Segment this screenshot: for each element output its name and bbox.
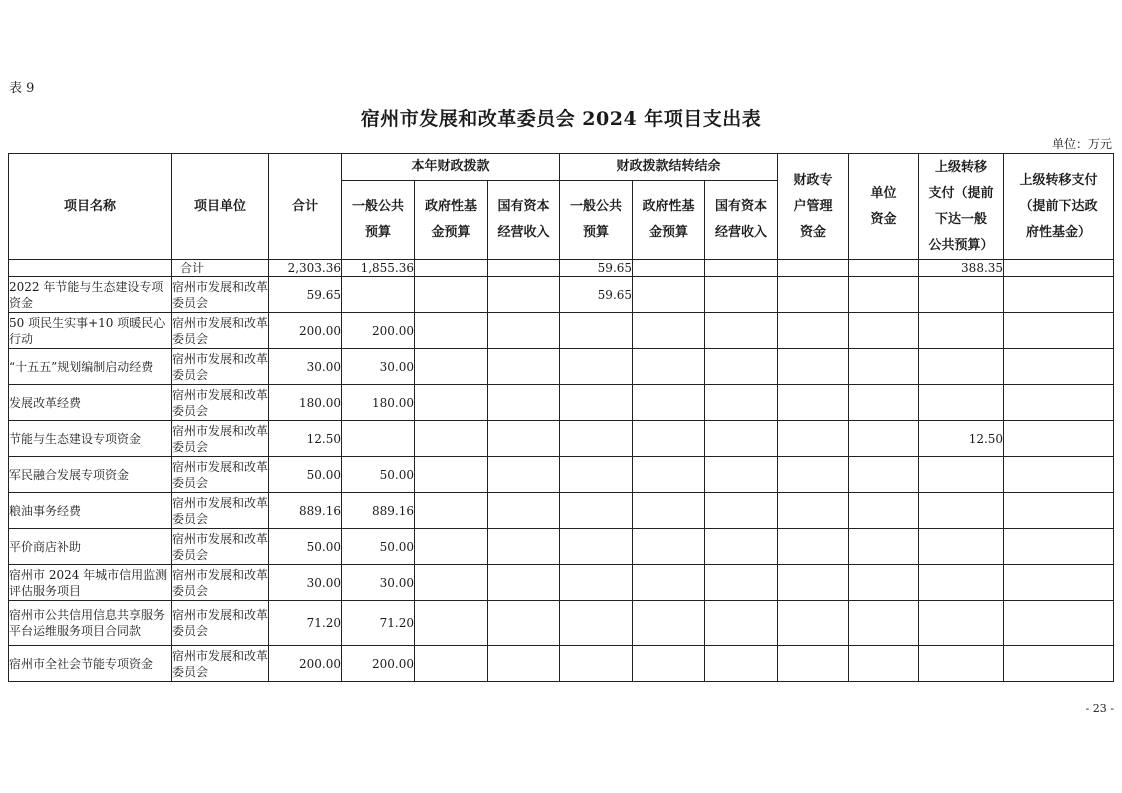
- current-gov-fund-cell: [415, 349, 488, 385]
- current-state-capital-cell: [488, 385, 560, 421]
- total-cell: 50.00: [269, 529, 342, 565]
- current-general-cell: 30.00: [342, 565, 415, 601]
- total-unit-fund-cell: [849, 260, 919, 277]
- upper-general-cell: [919, 313, 1004, 349]
- name-cell: 军民融合发展专项资金: [9, 457, 172, 493]
- current-gov-fund-cell: [415, 493, 488, 529]
- total-label: 合计: [172, 260, 269, 277]
- header-current-gov-fund: 政府性基 金预算: [415, 181, 488, 260]
- carryover-state-capital-cell: [705, 646, 778, 682]
- upper-general-cell: [919, 529, 1004, 565]
- name-cell: 50 项民生实事+10 项暖民心行动: [9, 313, 172, 349]
- header-special-account-fund: 财政专 户管理 资金: [778, 154, 849, 260]
- unit-fund-cell: [849, 493, 919, 529]
- header-project-name: 项目名称: [9, 154, 172, 260]
- unit-cell: 宿州市发展和改革委员会: [172, 277, 269, 313]
- carryover-general-cell: [560, 601, 633, 646]
- total-cell: 200.00: [269, 313, 342, 349]
- header-upper-transfer-gov-fund: 上级转移支付 （提前下达政 府性基金）: [1004, 154, 1114, 260]
- table-row: [9, 385, 1114, 421]
- upper-general-cell: [919, 385, 1004, 421]
- unit-fund-cell: [849, 601, 919, 646]
- header-group-carryover: 财政拨款结转结余: [560, 154, 778, 181]
- special-account-cell: [778, 529, 849, 565]
- carryover-state-capital-cell: [705, 385, 778, 421]
- current-gov-fund-cell: [415, 385, 488, 421]
- carryover-gov-fund-cell: [633, 529, 705, 565]
- total-current-gov-fund-cell: [415, 260, 488, 277]
- carryover-gov-fund-cell: [633, 601, 705, 646]
- upper-general-cell: [919, 277, 1004, 313]
- unit-cell: 宿州市发展和改革委员会: [172, 646, 269, 682]
- carryover-general-cell: [560, 646, 633, 682]
- name-cell: 发展改革经费: [9, 385, 172, 421]
- special-account-cell: [778, 601, 849, 646]
- carryover-state-capital-cell: [705, 601, 778, 646]
- current-state-capital-cell: [488, 601, 560, 646]
- unit-fund-cell: [849, 457, 919, 493]
- upper-general-cell: [919, 601, 1004, 646]
- table-row: [9, 493, 1114, 529]
- carryover-gov-fund-cell: [633, 565, 705, 601]
- current-general-cell: 180.00: [342, 385, 415, 421]
- total-cell: 200.00: [269, 646, 342, 682]
- current-general-cell: 50.00: [342, 529, 415, 565]
- total-cell: 50.00: [269, 457, 342, 493]
- project-expenditure-table: [8, 153, 1114, 682]
- unit-cell: 宿州市发展和改革委员会: [172, 457, 269, 493]
- table-row: [9, 313, 1114, 349]
- carryover-gov-fund-cell: [633, 349, 705, 385]
- current-general-cell: 200.00: [342, 313, 415, 349]
- upper-gov-fund-cell: [1004, 385, 1114, 421]
- header-current-state-capital: 国有资本 经营收入: [488, 181, 560, 260]
- special-account-cell: [778, 457, 849, 493]
- carryover-gov-fund-cell: [633, 313, 705, 349]
- current-state-capital-cell: [488, 349, 560, 385]
- unit-cell: 宿州市发展和改革委员会: [172, 529, 269, 565]
- current-gov-fund-cell: [415, 457, 488, 493]
- special-account-cell: [778, 313, 849, 349]
- table-row: [9, 421, 1114, 457]
- header-total: 合计: [269, 154, 342, 260]
- carryover-gov-fund-cell: [633, 646, 705, 682]
- name-cell: 粮油事务经费: [9, 493, 172, 529]
- page-number: - 23 -: [1085, 702, 1114, 715]
- unit-cell: 宿州市发展和改革委员会: [172, 313, 269, 349]
- upper-gov-fund-cell: [1004, 529, 1114, 565]
- current-general-cell: [342, 277, 415, 313]
- current-state-capital-cell: [488, 457, 560, 493]
- current-state-capital-cell: [488, 313, 560, 349]
- unit-cell: 宿州市发展和改革委员会: [172, 565, 269, 601]
- carryover-state-capital-cell: [705, 457, 778, 493]
- upper-general-cell: [919, 457, 1004, 493]
- current-general-cell: 30.00: [342, 349, 415, 385]
- unit-label: 单位：万元: [1051, 137, 1112, 151]
- carryover-state-capital-cell: [705, 529, 778, 565]
- unit-fund-cell: [849, 529, 919, 565]
- current-gov-fund-cell: [415, 565, 488, 601]
- upper-general-cell: [919, 493, 1004, 529]
- upper-general-cell: 12.50: [919, 421, 1004, 457]
- unit-cell: 宿州市发展和改革委员会: [172, 493, 269, 529]
- current-gov-fund-cell: [415, 601, 488, 646]
- special-account-cell: [778, 493, 849, 529]
- current-general-cell: 200.00: [342, 646, 415, 682]
- table-row: [9, 646, 1114, 682]
- special-account-cell: [778, 349, 849, 385]
- total-cell: 30.00: [269, 349, 342, 385]
- carryover-general-cell: [560, 313, 633, 349]
- unit-fund-cell: [849, 565, 919, 601]
- total-sum-cell: 2,303.36: [269, 260, 342, 277]
- carryover-gov-fund-cell: [633, 457, 705, 493]
- total-cell: 71.20: [269, 601, 342, 646]
- total-upper-gov-fund-cell: [1004, 260, 1114, 277]
- carryover-general-cell: [560, 385, 633, 421]
- table-row: [9, 529, 1114, 565]
- current-state-capital-cell: [488, 565, 560, 601]
- table-row: [9, 601, 1114, 646]
- unit-fund-cell: [849, 313, 919, 349]
- name-cell: 平价商店补助: [9, 529, 172, 565]
- current-general-cell: 71.20: [342, 601, 415, 646]
- current-gov-fund-cell: [415, 421, 488, 457]
- header-upper-transfer-general: 上级转移 支付（提前 下达一般 公共预算）: [919, 154, 1004, 260]
- upper-general-cell: [919, 565, 1004, 601]
- name-cell: 宿州市全社会节能专项资金: [9, 646, 172, 682]
- carryover-gov-fund-cell: [633, 277, 705, 313]
- current-state-capital-cell: [488, 277, 560, 313]
- header-carryover-state-capital: 国有资本 经营收入: [705, 181, 778, 260]
- header-carryover-gov-fund: 政府性基 金预算: [633, 181, 705, 260]
- upper-gov-fund-cell: [1004, 457, 1114, 493]
- carryover-state-capital-cell: [705, 313, 778, 349]
- carryover-general-cell: [560, 421, 633, 457]
- current-gov-fund-cell: [415, 529, 488, 565]
- carryover-general-cell: [560, 529, 633, 565]
- upper-gov-fund-cell: [1004, 421, 1114, 457]
- upper-gov-fund-cell: [1004, 277, 1114, 313]
- current-state-capital-cell: [488, 493, 560, 529]
- total-upper-general-cell: 388.35: [919, 260, 1004, 277]
- header-project-unit: 项目单位: [172, 154, 269, 260]
- name-cell: 宿州市公共信用信息共享服务平台运维服务项目合同款: [9, 601, 172, 646]
- special-account-cell: [778, 277, 849, 313]
- name-cell: 节能与生态建设专项资金: [9, 421, 172, 457]
- carryover-state-capital-cell: [705, 349, 778, 385]
- total-cell: 30.00: [269, 565, 342, 601]
- table-row: [9, 277, 1114, 313]
- current-general-cell: [342, 421, 415, 457]
- table-row: [9, 349, 1114, 385]
- total-carryover-state-capital-cell: [705, 260, 778, 277]
- unit-fund-cell: [849, 421, 919, 457]
- unit-fund-cell: [849, 385, 919, 421]
- header-carryover-general-budget: 一般公共 预算: [560, 181, 633, 260]
- upper-gov-fund-cell: [1004, 601, 1114, 646]
- carryover-state-capital-cell: [705, 421, 778, 457]
- carryover-general-cell: [560, 457, 633, 493]
- carryover-state-capital-cell: [705, 277, 778, 313]
- carryover-gov-fund-cell: [633, 385, 705, 421]
- current-gov-fund-cell: [415, 313, 488, 349]
- total-cell: 59.65: [269, 277, 342, 313]
- total-carryover-general-cell: 59.65: [560, 260, 633, 277]
- upper-gov-fund-cell: [1004, 493, 1114, 529]
- total-cell: 889.16: [269, 493, 342, 529]
- carryover-general-cell: 59.65: [560, 277, 633, 313]
- header-group-current-appropriation: 本年财政拨款: [342, 154, 560, 181]
- carryover-general-cell: [560, 565, 633, 601]
- current-state-capital-cell: [488, 421, 560, 457]
- current-general-cell: 889.16: [342, 493, 415, 529]
- table-row: [9, 457, 1114, 493]
- upper-gov-fund-cell: [1004, 565, 1114, 601]
- total-carryover-gov-fund-cell: [633, 260, 705, 277]
- special-account-cell: [778, 385, 849, 421]
- upper-general-cell: [919, 349, 1004, 385]
- unit-fund-cell: [849, 277, 919, 313]
- total-name-cell: [9, 260, 172, 277]
- total-special-account-cell: [778, 260, 849, 277]
- name-cell: 2022 年节能与生态建设专项资金: [9, 277, 172, 313]
- header-unit-fund: 单位 资金: [849, 154, 919, 260]
- total-row: [9, 260, 1114, 277]
- upper-general-cell: [919, 646, 1004, 682]
- table-number: 表 9: [9, 81, 35, 96]
- unit-fund-cell: [849, 349, 919, 385]
- total-cell: 180.00: [269, 385, 342, 421]
- unit-cell: 宿州市发展和改革委员会: [172, 421, 269, 457]
- carryover-state-capital-cell: [705, 565, 778, 601]
- carryover-gov-fund-cell: [633, 421, 705, 457]
- unit-fund-cell: [849, 646, 919, 682]
- special-account-cell: [778, 646, 849, 682]
- upper-gov-fund-cell: [1004, 349, 1114, 385]
- upper-gov-fund-cell: [1004, 313, 1114, 349]
- carryover-state-capital-cell: [705, 493, 778, 529]
- page-title: 宿州市发展和改革委员会 2024 年项目支出表: [360, 108, 762, 130]
- current-gov-fund-cell: [415, 277, 488, 313]
- carryover-gov-fund-cell: [633, 493, 705, 529]
- name-cell: “十五五”规划编制启动经费: [9, 349, 172, 385]
- special-account-cell: [778, 421, 849, 457]
- unit-cell: 宿州市发展和改革委员会: [172, 385, 269, 421]
- table-row: [9, 565, 1114, 601]
- special-account-cell: [778, 565, 849, 601]
- total-current-state-capital-cell: [488, 260, 560, 277]
- upper-gov-fund-cell: [1004, 646, 1114, 682]
- total-cell: 12.50: [269, 421, 342, 457]
- header-current-general-budget: 一般公共 预算: [342, 181, 415, 260]
- unit-cell: 宿州市发展和改革委员会: [172, 349, 269, 385]
- current-general-cell: 50.00: [342, 457, 415, 493]
- current-state-capital-cell: [488, 646, 560, 682]
- current-state-capital-cell: [488, 529, 560, 565]
- unit-cell: 宿州市发展和改革委员会: [172, 601, 269, 646]
- name-cell: 宿州市 2024 年城市信用监测评估服务项目: [9, 565, 172, 601]
- current-gov-fund-cell: [415, 646, 488, 682]
- total-current-general-cell: 1,855.36: [342, 260, 415, 277]
- carryover-general-cell: [560, 493, 633, 529]
- carryover-general-cell: [560, 349, 633, 385]
